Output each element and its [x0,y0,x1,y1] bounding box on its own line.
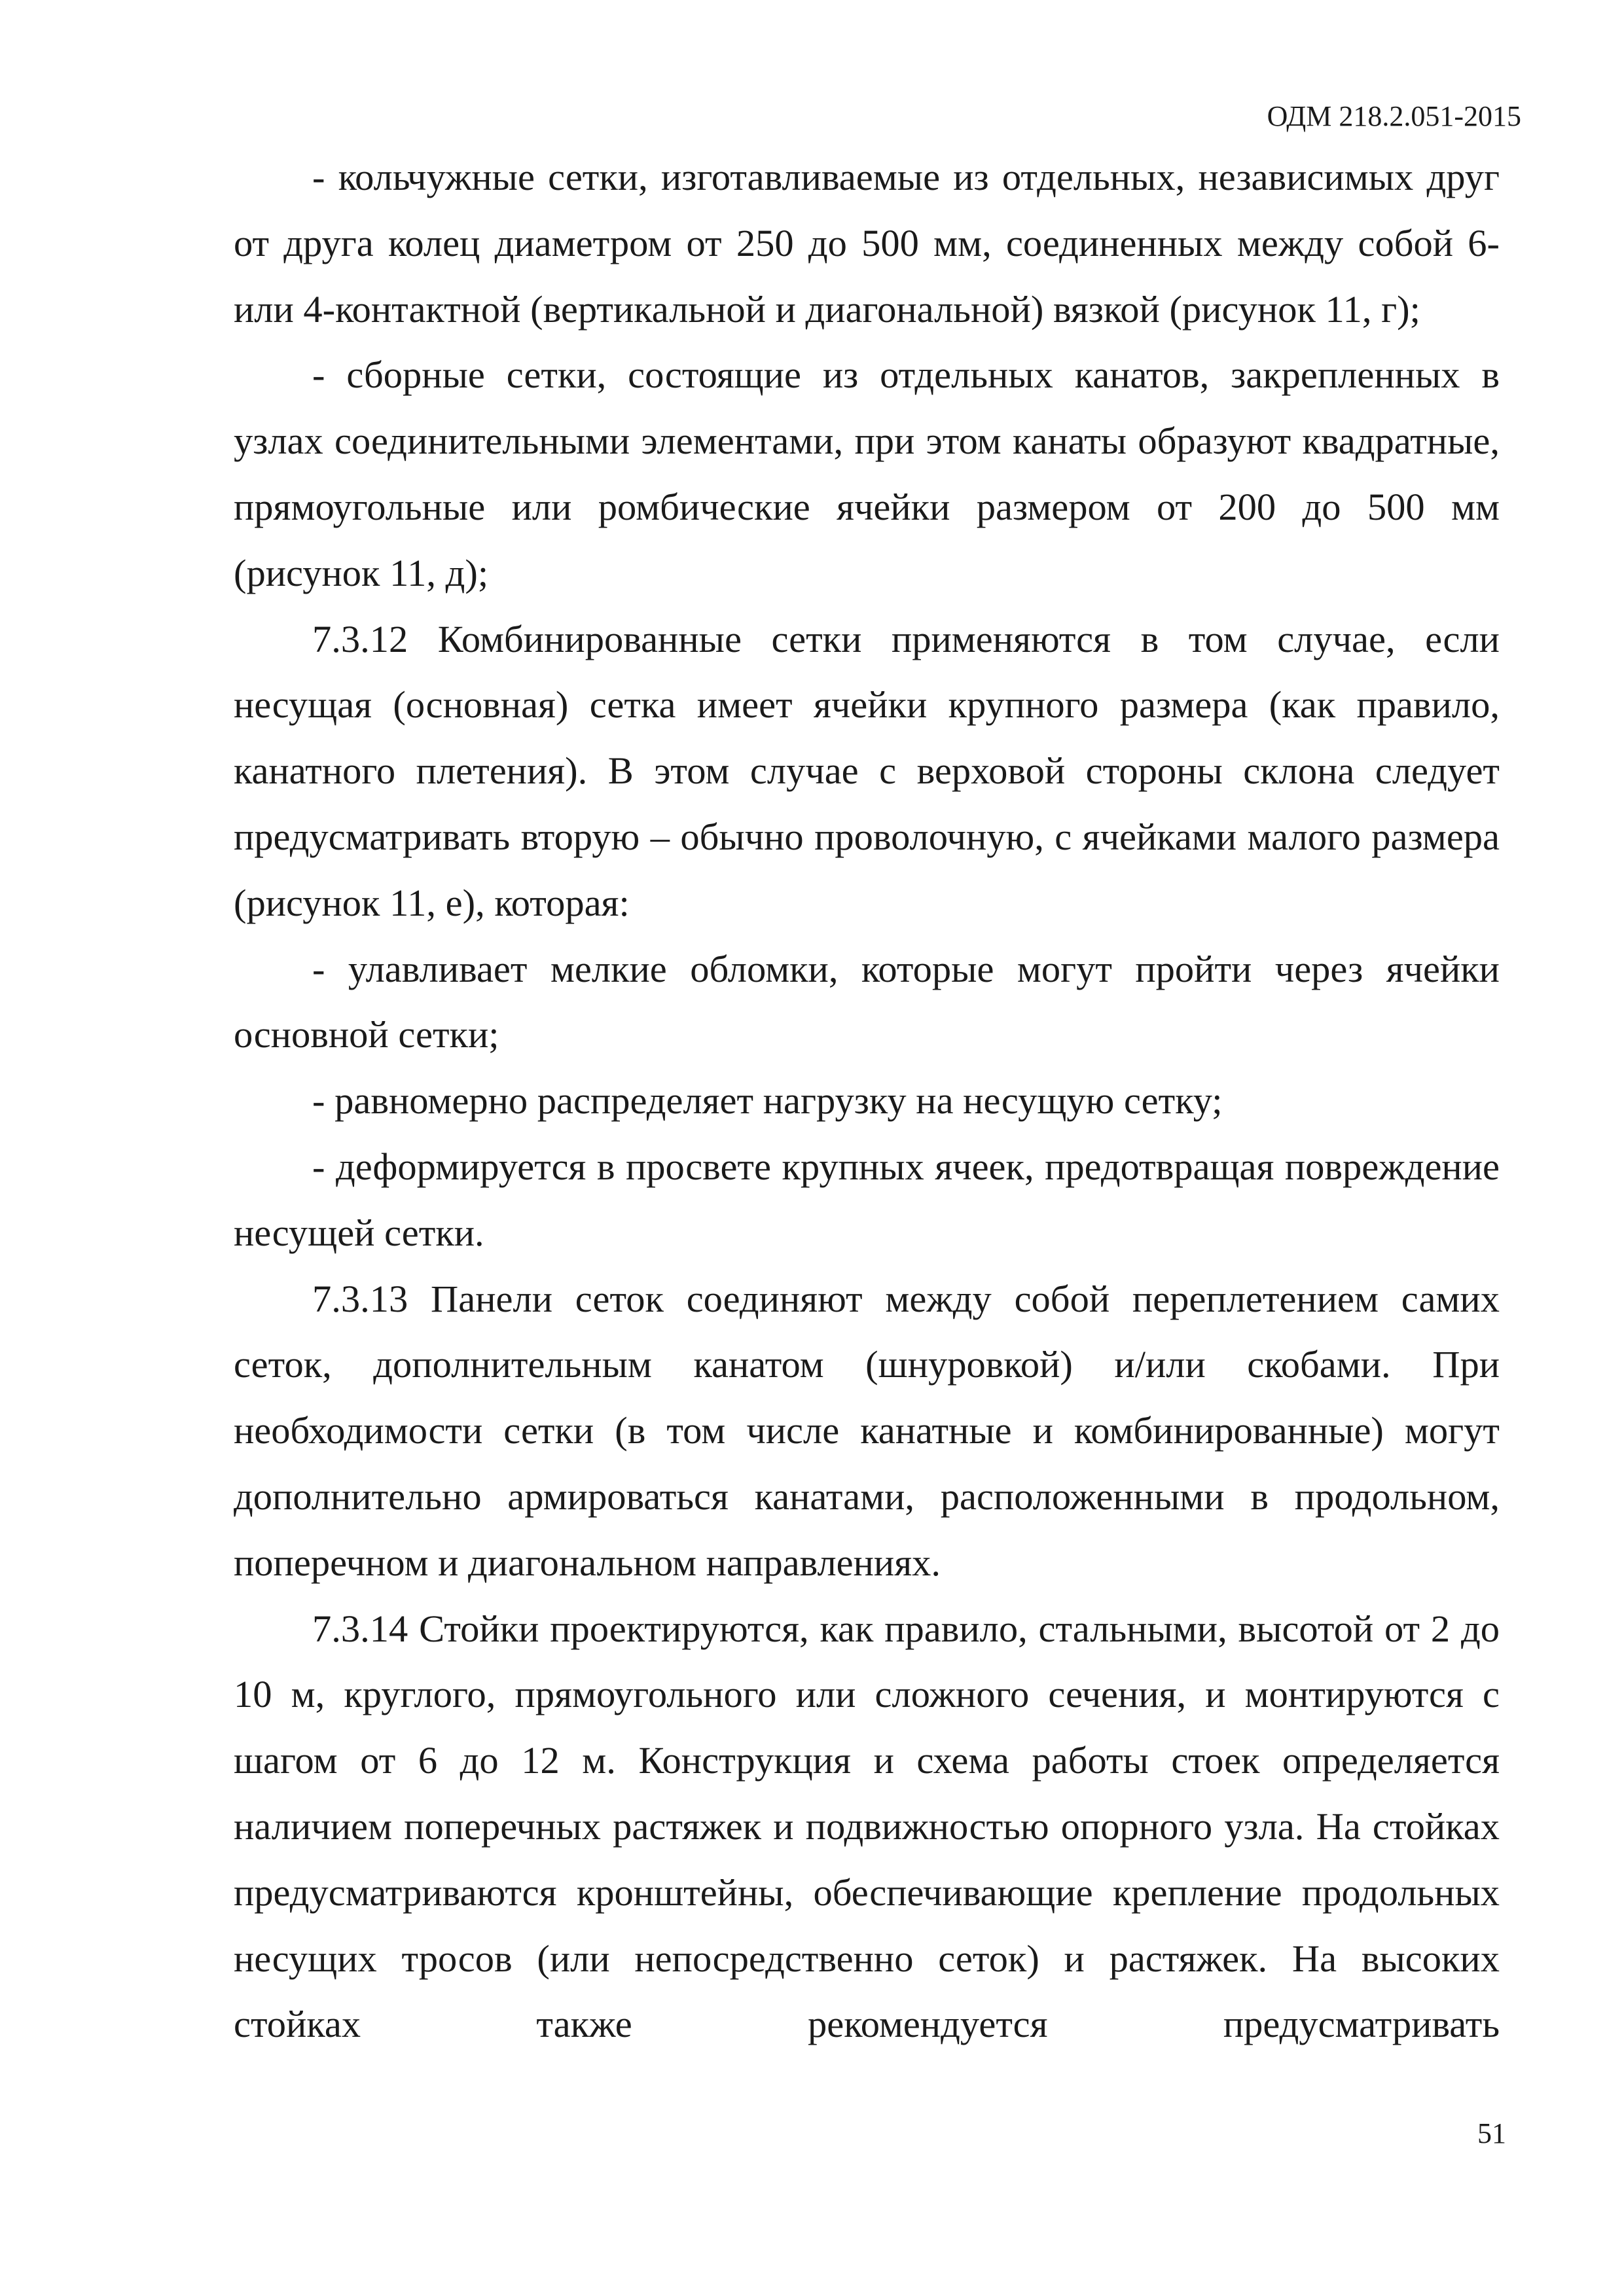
body-text [234,145,1500,2058]
paragraph-catches-debris: - улавливает мелкие обломки, которые могут пройти через ячейки основной сетки; [234,947,1500,1056]
paragraph-deforms: - деформируется в просвете крупных ячеек, предотвращая повреждение несущей сетки. [234,1145,1500,1254]
paragraph-chainmail-nets: - кольчужные сетки, изготавливаемые из отдельных, независимых друг от друга колец диаметром от 250 до 500 мм, соединенных между собой 6- или 4-контактной (вертикальной и диагональной) вязкой (рисунок 11, г); [234,156,1500,331]
paragraph-7-3-13: 7.3.13 Панели сеток соединяют между собой переплетением самих сеток, дополнительным канатом (шнуровкой) и/или скобами. При необходимости сетки (в том числе канатные и комбинированные) могут дополнительно армироваться канатами, расположенными в продольном, поперечном и диагональном направлениях. [234,1277,1500,1584]
paragraph-7-3-12: 7.3.12 Комбинированные сетки применяются в том случае, если несущая (основная) сетка имеет ячейки крупного размера (как правило, канатного плетения). В этом случае с верховой стороны склона следует предусматривать вторую – обычно проволочную, с ячейками малого размера (рисунок 11, е), которая: [234,617,1500,924]
page-number: 51 [1477,2117,1506,2149]
paragraph-distributes-load: - равномерно распределяет нагрузку на несущую сетку; [312,1079,1223,1122]
paragraph-7-3-14: 7.3.14 Стойки проектируются, как правило, стальными, высотой от 2 до 10 м, круглого, прямоугольного или сложного сечения, и монтируются с шагом от 6 до 12 м. Конструкция и схема работы стоек определяется наличием поперечных растяжек и подвижностью опорного узла. На стойках предусматриваются кронштейны, обеспечивающие крепление продольных несущих тросов (или непосредственно сеток) и растяжек. На высоких стойках также рекомендуется предусматривать [234,1607,1500,2046]
paragraph-assembled-nets: - сборные сетки, состоящие из отдельных канатов, закрепленных в узлах соединительными элементами, при этом канаты образуют квадратные, прямоугольные или ромбические ячейки размером от 200 до 500 мм (рисунок 11, д); [234,353,1500,594]
document-code-header: ОДМ 218.2.051-2015 [1267,100,1521,132]
